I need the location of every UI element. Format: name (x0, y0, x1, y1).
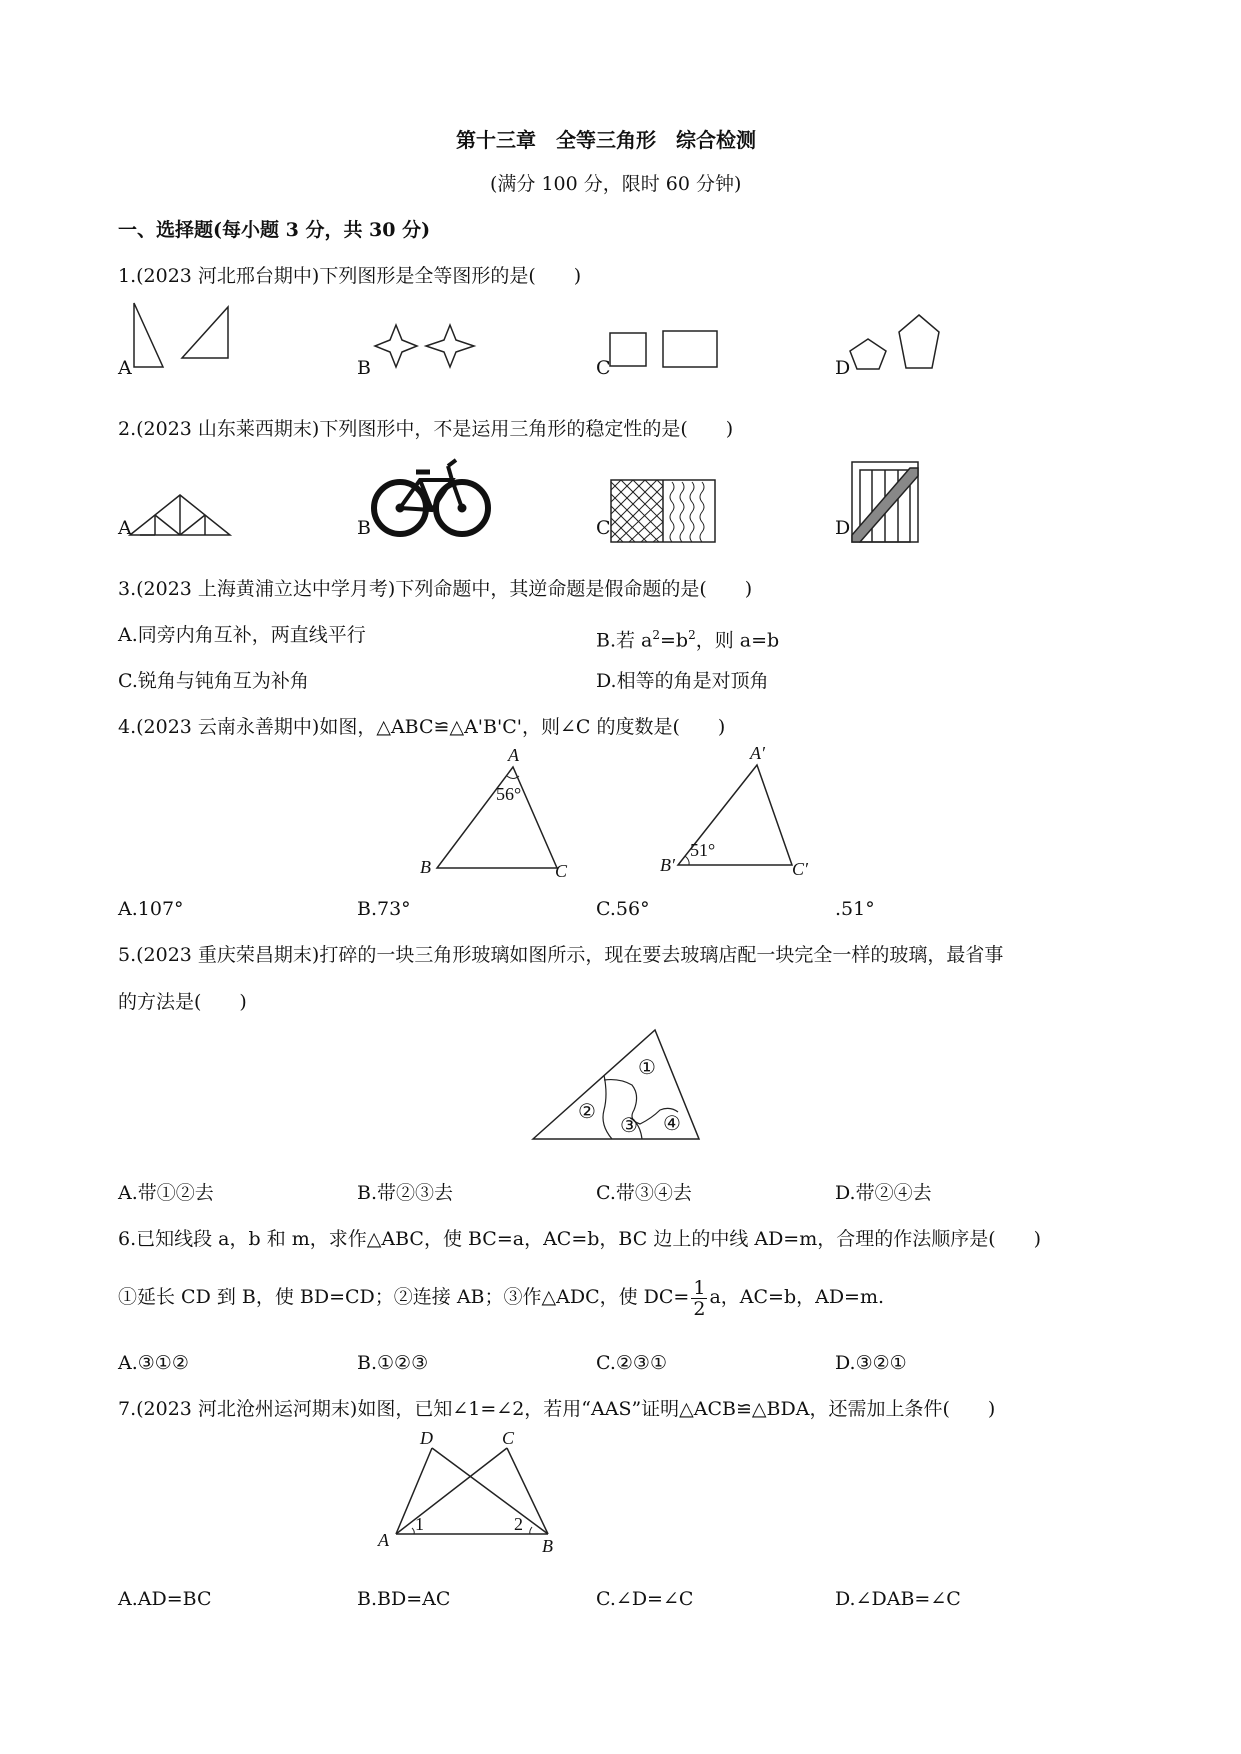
q4-angle-mark-b2 (685, 856, 689, 865)
q7-label-a: A (378, 1530, 389, 1550)
q3-option-a[interactable]: A.同旁内角互补，两直线平行 (118, 624, 366, 646)
q6-steps (118, 1275, 884, 1319)
q6-stem: 6.已知线段 a，b 和 m，求作△ABC，使 BC=a，AC=b，BC 边上的中线 AD=m，合理的作法顺序是( ) (118, 1228, 1042, 1250)
q4-stem: 4.(2023 云南永善期中)如图，△ABC≌△A'B'C'，则∠C 的度数是( ) (118, 716, 726, 738)
q4-label-b2: B′ (660, 855, 675, 875)
q4-angle-51: 51° (690, 840, 716, 860)
q7-angle-1: 1 (415, 1514, 424, 1534)
q5-figure (0, 1020, 1241, 1150)
q2-option-b-label[interactable]: B (357, 517, 371, 539)
q2-d-door-frame-icon (852, 462, 918, 542)
q1-d-pentagon-small (850, 339, 886, 369)
q6-frac-num: 1 (693, 1276, 706, 1299)
q5-piece-1: ① (638, 1057, 656, 1079)
q5-option-b[interactable]: B.带②③去 (357, 1182, 454, 1204)
q4-option-b[interactable]: B.73° (357, 898, 411, 920)
q1-option-a-label[interactable]: A (118, 357, 132, 379)
q2-figures (0, 450, 1241, 550)
q6-frac-den: 2 (693, 1297, 706, 1320)
q6-option-d[interactable]: D.③②① (835, 1352, 907, 1374)
q3-option-b[interactable] (596, 623, 779, 652)
q7-option-a[interactable]: A.AD=BC (118, 1588, 212, 1610)
page-title: 第十三章 全等三角形 综合检测 (456, 128, 756, 152)
q3-b-sup2: 2 (688, 628, 696, 642)
q7-stem: 7.(2023 河北沧州运河期末)如图，已知∠1=∠2，若用“AAS”证明△ACB≌△BDA，还需加上条件( ) (118, 1398, 996, 1420)
q5-piece-3: ③ (620, 1115, 638, 1137)
q6-option-c[interactable]: C.②③① (596, 1352, 667, 1374)
q4-figure (0, 745, 1241, 895)
q3-b-part3: ，则 a=b (695, 629, 780, 652)
q6-option-b[interactable]: B.①②③ (357, 1352, 429, 1374)
q3-b-sup1: 2 (652, 628, 661, 642)
q5-crack-1 (603, 1075, 612, 1139)
q5-piece-2: ② (578, 1101, 596, 1123)
q6-steps-pre: ①延长 CD 到 B，使 BD=CD；②连接 AB；③作△ADC，使 DC= (118, 1286, 690, 1308)
q1-stem: 1.(2023 河北邢台期中)下列图形是全等图形的是( ) (118, 265, 582, 287)
q2-c-window-lattice-icon (611, 480, 715, 542)
q2-b-bicycle-icon (374, 460, 488, 534)
q5-option-d[interactable]: D.带②④去 (835, 1182, 932, 1204)
q6-fraction (691, 1278, 707, 1319)
q4-label-a: A (508, 745, 519, 765)
q7-angle-mark-2 (530, 1527, 532, 1534)
q5-stem-line1: 5.(2023 重庆荣昌期末)打碎的一块三角形玻璃如图所示，现在要去玻璃店配一块完全一样的玻璃，最省事 (118, 944, 1004, 966)
q2-stem: 2.(2023 山东莱西期末)下列图形中，不是运用三角形的稳定性的是( ) (118, 418, 734, 440)
q7-label-d: D (420, 1428, 433, 1448)
q1-b-star-1 (375, 325, 417, 367)
q3-option-d[interactable]: D.相等的角是对顶角 (596, 670, 769, 692)
q4-option-c[interactable]: C.56° (596, 898, 650, 920)
q1-a-triangle-2 (182, 307, 228, 358)
q5-stem-line2: 的方法是( ) (118, 991, 247, 1013)
q4-angle-56: 56° (496, 784, 522, 804)
q3-option-c[interactable]: C.锐角与钝角互为补角 (118, 670, 309, 692)
q7-label-b: B (542, 1536, 553, 1556)
q7-option-d[interactable]: D.∠DAB=∠C (835, 1588, 961, 1610)
q7-option-c[interactable]: C.∠D=∠C (596, 1588, 694, 1610)
q4-triangle-abc (437, 767, 557, 868)
q2-a-roof-truss-icon (130, 495, 230, 535)
q4-label-b: B (420, 857, 431, 877)
q7-label-c: C (502, 1428, 515, 1448)
page-subtitle: (满分 100 分，限时 60 分钟) (490, 173, 742, 195)
q7-figure (0, 1430, 1241, 1560)
q1-c-square (610, 333, 646, 366)
q3-b-part2: =b (660, 629, 689, 652)
q4-label-c: C (555, 861, 568, 881)
q5-option-a[interactable]: A.带①②去 (118, 1182, 214, 1204)
q2-option-d-label[interactable]: D (835, 517, 851, 539)
q2-option-a-label[interactable]: A (118, 517, 132, 539)
q4-option-d[interactable]: .51° (835, 898, 875, 920)
q1-option-b-label[interactable]: B (357, 357, 371, 379)
q5-option-c[interactable]: C.带③④去 (596, 1182, 692, 1204)
q1-option-d-label[interactable]: D (835, 357, 851, 379)
q1-c-rectangle (663, 331, 717, 367)
q7-angle-mark-1 (412, 1528, 414, 1534)
q7-option-b[interactable]: B.BD=AC (357, 1588, 451, 1610)
q4-option-a[interactable]: A.107° (118, 898, 184, 920)
q7-angle-2: 2 (514, 1514, 523, 1534)
q1-figures (0, 295, 1241, 395)
q4-label-a2: A′ (750, 743, 765, 763)
q3-stem: 3.(2023 上海黄浦立达中学月考)下列命题中，其逆命题是假命题的是( ) (118, 578, 753, 600)
q1-b-star-2 (426, 325, 474, 367)
q3-b-part1: B.若 a (596, 629, 653, 652)
section-heading: 一、选择题(每小题 3 分，共 30 分) (118, 219, 431, 241)
q6-option-a[interactable]: A.③①② (118, 1352, 189, 1374)
q1-d-pentagon-large (899, 315, 939, 368)
q1-option-c-label[interactable]: C (596, 357, 611, 379)
q4-label-c2: C′ (792, 859, 808, 879)
q6-steps-post: a，AC=b，AD=m. (709, 1286, 885, 1308)
q2-option-c-label[interactable]: C (596, 517, 611, 539)
q5-piece-4: ④ (663, 1113, 681, 1135)
q1-a-triangle-1 (134, 303, 163, 367)
